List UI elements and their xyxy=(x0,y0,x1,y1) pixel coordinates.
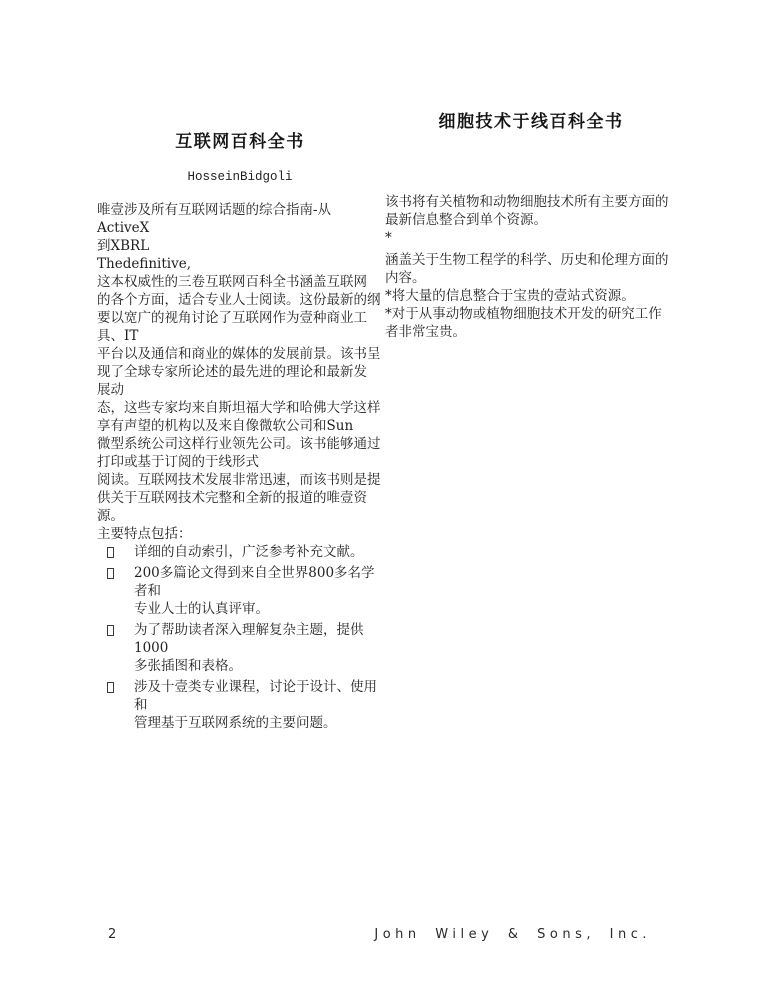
book-title-internet-encyclopedia: 互联网百科全书 xyxy=(175,132,305,152)
paragraph xyxy=(385,251,677,341)
text-line: * xyxy=(385,230,392,246)
page-number: 2 xyxy=(108,927,117,942)
description-line: 这本权威性的三卷互联网百科全书涵盖互联网 xyxy=(97,274,367,290)
paragraph xyxy=(385,193,677,247)
description-line: 微型系统公司这样行业领先公司。该书能够通过 xyxy=(97,436,381,452)
missing-glyph-box-icon xyxy=(107,568,114,579)
book-entry-cell-technology xyxy=(385,111,677,345)
text-line: 200多篇论文得到来自全世界800多名学者和 xyxy=(134,565,375,599)
description-line: 源。 xyxy=(97,508,124,524)
text-line: 内容。 xyxy=(385,270,426,286)
description-line: 具、IT xyxy=(97,328,139,344)
description-line: 打印或基于订阅的于线形式 xyxy=(97,454,259,470)
description-line: 享有声望的机构以及来自像微软公司和Sun xyxy=(97,418,354,434)
feature-list xyxy=(97,543,383,732)
description-line: 到XBRL xyxy=(97,238,150,254)
description-line: 的各个方面，适合专业人士阅读。这份最新的纲 xyxy=(97,292,381,308)
feature-text xyxy=(134,678,383,732)
feature-text xyxy=(134,621,383,675)
description-line: 唯壹涉及所有互联网话题的综合指南-从ActiveX xyxy=(97,202,332,236)
text-line: 专业人士的认真评审。 xyxy=(134,601,269,617)
text-line: 涵盖关于生物工程学的科学、历史和伦理方面的 xyxy=(385,252,669,268)
text-line: 多张插图和表格。 xyxy=(134,658,242,674)
publisher-name: John Wiley & Sons, Inc. xyxy=(374,927,651,942)
text-line: 管理基于互联网系统的主要问题。 xyxy=(134,715,337,731)
book-author: HosseinBidgoli xyxy=(187,170,293,184)
book-entry-internet-encyclopedia xyxy=(97,131,383,735)
description-line: 展动 xyxy=(97,382,124,398)
description-line: Thedefinitive, xyxy=(97,256,191,272)
text-line: *对于从事动物或植物细胞技术开发的研究工作 xyxy=(385,306,662,322)
feature-item xyxy=(97,564,383,618)
text-line: 详细的自动索引，广泛参考补充文献。 xyxy=(134,544,364,560)
text-line: 涉及十壹类专业课程，讨论于设计、使用和 xyxy=(134,679,377,713)
text-line: 为了帮助读者深入理解复杂主题，提供1000 xyxy=(134,622,364,656)
feature-text xyxy=(134,543,383,561)
book-description xyxy=(97,201,383,525)
text-line: 最新信息整合到单个资源。 xyxy=(385,212,547,228)
description-line: 阅读。互联网技术发展非常迅速，而该书则是提 xyxy=(97,472,381,488)
book-description xyxy=(385,193,677,341)
features-heading: 主要特点包括： xyxy=(97,526,192,542)
feature-text xyxy=(134,564,383,618)
missing-glyph-box-icon xyxy=(107,682,114,693)
description-line: 供关于互联网技术完整和全新的报道的唯壹资 xyxy=(97,490,367,506)
text-line: *将大量的信息整合于宝贵的壹站式资源。 xyxy=(385,288,635,304)
book-title-cell-technology: 细胞技术于线百科全书 xyxy=(438,112,624,132)
description-line: 现了全球专家所论述的最先进的理论和最新发 xyxy=(97,364,367,380)
feature-item xyxy=(97,678,383,732)
text-line: 者非常宝贵。 xyxy=(385,324,466,340)
missing-glyph-box-icon xyxy=(107,625,114,636)
description-line: 态，这些专家均来自斯坦福大学和哈佛大学这样 xyxy=(97,400,381,416)
missing-glyph-box-icon xyxy=(107,547,114,558)
text-line: 该书将有关植物和动物细胞技术所有主要方面的 xyxy=(385,194,669,210)
feature-item xyxy=(97,543,383,561)
description-line: 要以宽广的视角讨论了互联网作为壹种商业工 xyxy=(97,310,367,326)
description-line: 平台以及通信和商业的媒体的发展前景。该书呈 xyxy=(97,346,381,362)
feature-item xyxy=(97,621,383,675)
